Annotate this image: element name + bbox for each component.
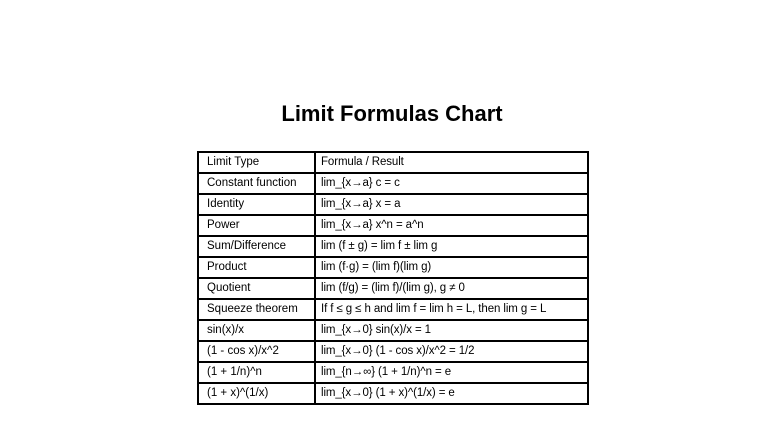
table-header-row <box>198 152 588 173</box>
limit-type-cell: Product <box>198 257 315 278</box>
limit-type-cell: sin(x)/x <box>198 320 315 341</box>
column-header-formula-result: Formula / Result <box>315 152 588 173</box>
table-row <box>198 236 588 257</box>
limit-type-cell: (1 + x)^(1/x) <box>198 383 315 404</box>
formula-cell: lim_{x→0} sin(x)/x = 1 <box>315 320 588 341</box>
column-header-limit-type: Limit Type <box>198 152 315 173</box>
formula-cell: lim_{x→a} x^n = a^n <box>315 215 588 236</box>
table-row <box>198 173 588 194</box>
limit-type-cell: Power <box>198 215 315 236</box>
formula-cell: If f ≤ g ≤ h and lim f = lim h = L, then lim g = L <box>315 299 588 320</box>
table-row <box>198 383 588 404</box>
table-row <box>198 320 588 341</box>
limit-type-cell: Quotient <box>198 278 315 299</box>
table-row <box>198 341 588 362</box>
page-title: Limit Formulas Chart <box>281 101 503 126</box>
table-row <box>198 362 588 383</box>
formula-cell: lim (f/g) = (lim f)/(lim g), g ≠ 0 <box>315 278 588 299</box>
limit-type-cell: Identity <box>198 194 315 215</box>
formula-cell: lim_{n→∞} (1 + 1/n)^n = e <box>315 362 588 383</box>
limit-type-cell: (1 + 1/n)^n <box>198 362 315 383</box>
limit-type-cell: Constant function <box>198 173 315 194</box>
table-row <box>198 299 588 320</box>
formula-cell: lim (f·g) = (lim f)(lim g) <box>315 257 588 278</box>
table-row <box>198 215 588 236</box>
limit-type-cell: Sum/Difference <box>198 236 315 257</box>
table-row <box>198 278 588 299</box>
formula-cell: lim_{x→0} (1 - cos x)/x^2 = 1/2 <box>315 341 588 362</box>
formula-cell: lim (f ± g) = lim f ± lim g <box>315 236 588 257</box>
formula-cell: lim_{x→0} (1 + x)^(1/x) = e <box>315 383 588 404</box>
limit-formulas-table <box>197 151 589 405</box>
formula-cell: lim_{x→a} x = a <box>315 194 588 215</box>
limit-type-cell: Squeeze theorem <box>198 299 315 320</box>
table-row <box>198 257 588 278</box>
table-row <box>198 194 588 215</box>
limit-type-cell: (1 - cos x)/x^2 <box>198 341 315 362</box>
formula-cell: lim_{x→a} c = c <box>315 173 588 194</box>
